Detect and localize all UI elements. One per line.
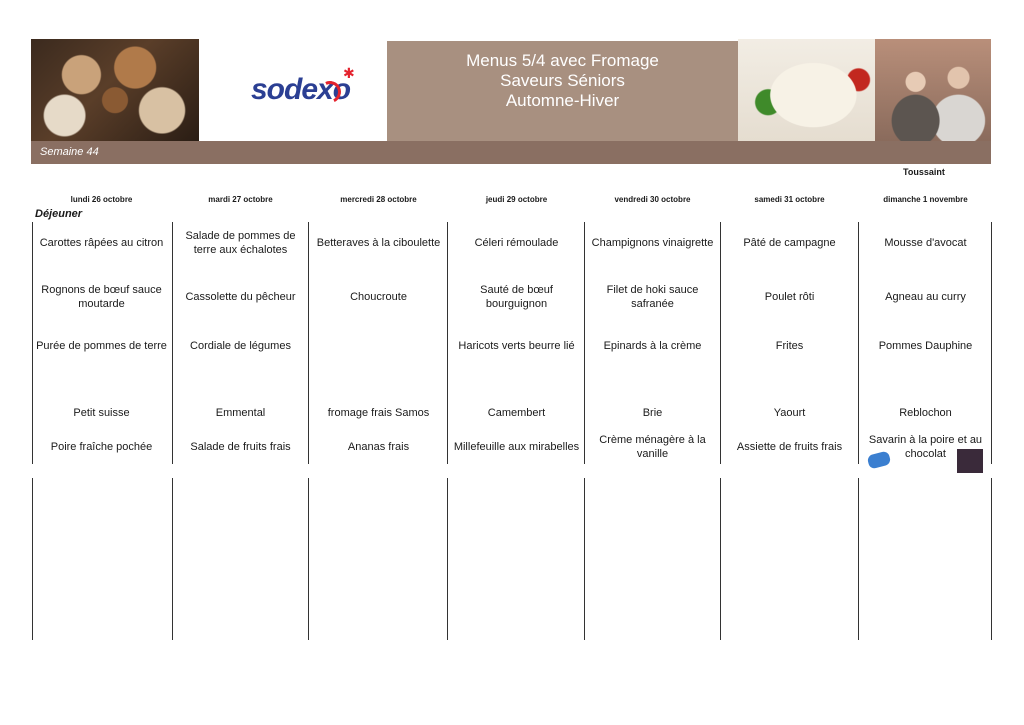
dish-cheese: Reblochon bbox=[899, 407, 952, 419]
dish-dessert: Salade de fruits frais bbox=[190, 441, 291, 453]
dish-dessert: Crème ménagère à la vanille bbox=[599, 434, 706, 460]
dish-main: Cassolette du pêcheur bbox=[185, 291, 296, 303]
day-header-wednesday: mercredi 28 octobre bbox=[340, 195, 417, 204]
dish-cheese: Brie bbox=[642, 407, 663, 419]
week-bar bbox=[31, 141, 991, 164]
dish-main: Sauté de bœuf bourguignon bbox=[480, 284, 553, 310]
menu-title bbox=[387, 41, 738, 141]
dish-side: Cordiale de légumes bbox=[190, 340, 291, 352]
column-divider bbox=[720, 478, 721, 640]
dish-cheese: fromage frais Samos bbox=[327, 407, 430, 419]
dish-side: Purée de pommes de terre bbox=[36, 340, 167, 352]
column-divider bbox=[32, 478, 33, 640]
dish-cheese: Camembert bbox=[487, 407, 546, 419]
mushrooms-photo bbox=[31, 39, 199, 141]
column-divider bbox=[991, 478, 992, 640]
dish-cheese: Petit suisse bbox=[73, 407, 130, 419]
dish-starter: Salade de pommes de terre aux échalotes bbox=[185, 230, 296, 256]
day-header-tuesday: mardi 27 octobre bbox=[208, 195, 273, 204]
seniors-photo bbox=[875, 39, 991, 141]
dish-starter: Betteraves à la ciboulette bbox=[316, 237, 441, 249]
title-line-3: Automne-Hiver bbox=[505, 91, 620, 110]
sodexo-logo bbox=[199, 39, 387, 141]
title-line-2: Saveurs Séniors bbox=[500, 71, 625, 90]
logo-text: sodexo bbox=[251, 73, 351, 106]
column-divider bbox=[584, 478, 585, 640]
title-line-1: Menus 5/4 avec Fromage bbox=[466, 51, 659, 70]
dish-side: Frites bbox=[775, 340, 804, 352]
dish-starter: Carottes râpées au citron bbox=[39, 237, 164, 249]
dish-dessert: Assiette de fruits frais bbox=[736, 441, 843, 453]
day-header-saturday: samedi 31 octobre bbox=[754, 195, 825, 204]
dish-main: Agneau au curry bbox=[885, 291, 966, 303]
dish-cheese: Yaourt bbox=[773, 407, 806, 419]
column-divider bbox=[172, 478, 173, 640]
dish-starter: Champignons vinaigrette bbox=[591, 237, 714, 249]
column-divider bbox=[447, 478, 448, 640]
day-header-thursday: jeudi 29 octobre bbox=[485, 195, 548, 204]
dish-dessert: Poire fraîche pochée bbox=[50, 441, 153, 453]
dish-side bbox=[310, 338, 447, 354]
logo-star-icon: ✱ bbox=[343, 65, 355, 81]
dish-dessert: Savarin à la poire et au chocolat bbox=[868, 434, 983, 460]
dish-starter: Céleri rémoulade bbox=[474, 237, 559, 249]
dish-cheese: Emmental bbox=[215, 407, 266, 419]
product-label-icon bbox=[957, 449, 983, 473]
meal-label: Déjeuner bbox=[35, 208, 83, 220]
column-divider bbox=[308, 478, 309, 640]
dish-main: Rognons de bœuf sauce moutarde bbox=[41, 284, 162, 310]
dish-main: Filet de hoki sauce safranée bbox=[606, 284, 699, 310]
day-header-friday: vendredi 30 octobre bbox=[614, 195, 691, 204]
day-header-sunday: dimanche 1 novembre bbox=[883, 195, 968, 204]
dish-photo bbox=[738, 39, 875, 141]
dish-side: Pommes Dauphine bbox=[878, 340, 973, 352]
dish-starter: Pâté de campagne bbox=[743, 237, 836, 249]
dish-main: Poulet rôti bbox=[764, 291, 815, 303]
week-label: Semaine 44 bbox=[40, 146, 99, 158]
holiday-label: Toussaint bbox=[903, 167, 945, 177]
column-divider bbox=[858, 478, 859, 640]
dish-main: Choucroute bbox=[350, 291, 407, 303]
dish-dessert: Ananas frais bbox=[347, 441, 410, 453]
dish-side: Haricots verts beurre lié bbox=[458, 340, 575, 352]
day-header-monday: lundi 26 octobre bbox=[70, 195, 133, 204]
dish-starter: Mousse d'avocat bbox=[884, 237, 967, 249]
dish-dessert: Millefeuille aux mirabelles bbox=[453, 441, 580, 453]
dish-side: Epinards à la crème bbox=[603, 340, 702, 352]
